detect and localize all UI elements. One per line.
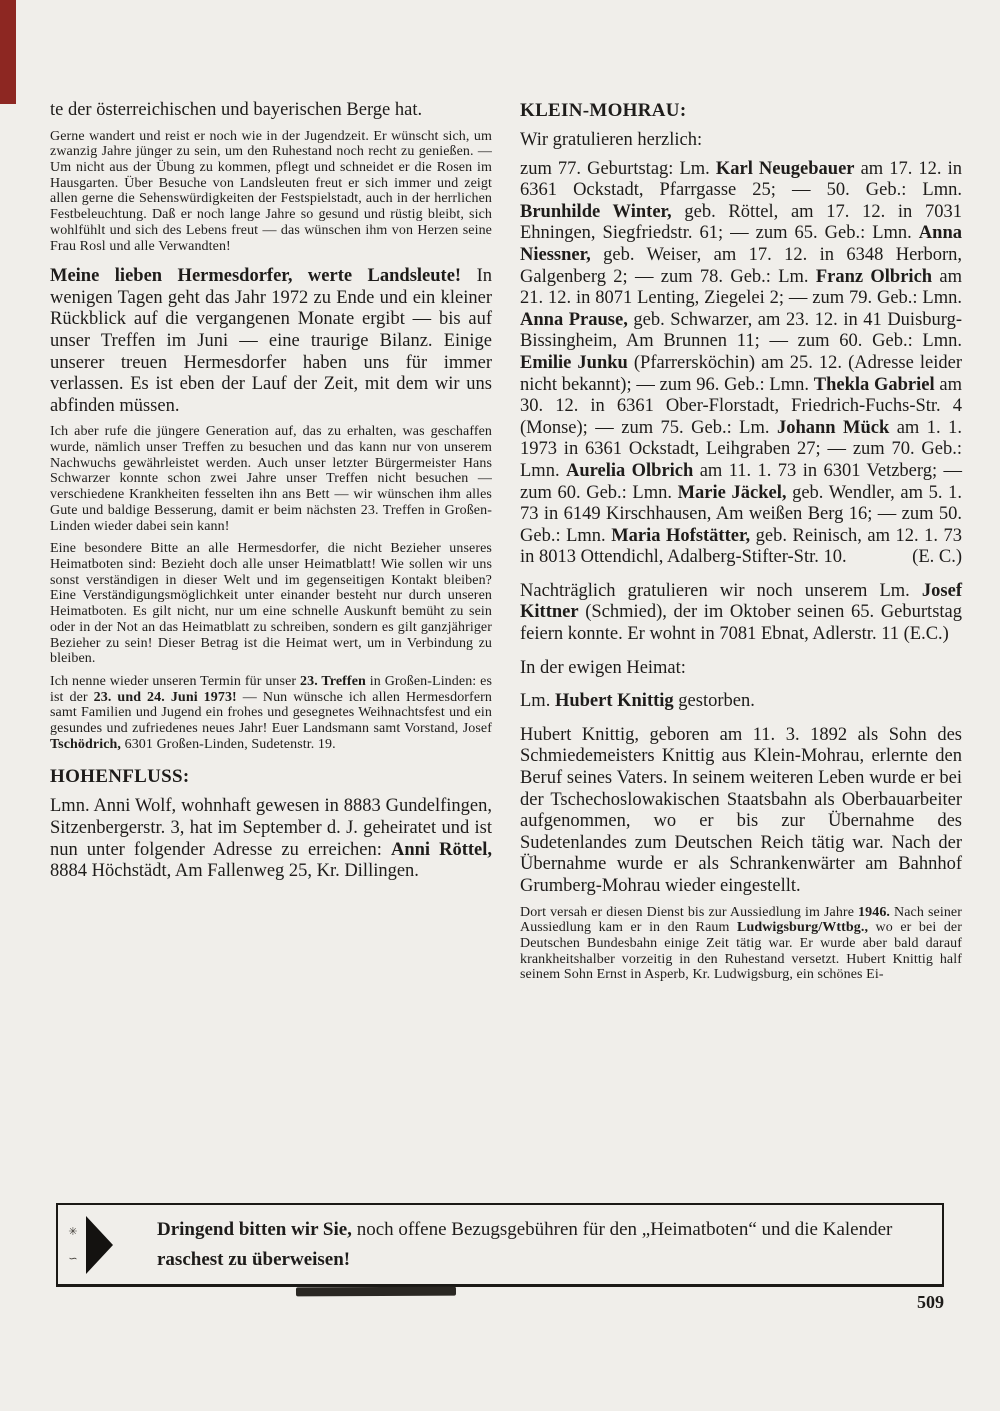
- section-heading-klein-mohrau: KLEIN-MOHRAU:: [520, 100, 687, 121]
- arrow-icon: [86, 1216, 113, 1274]
- paragraph-continuation: te der österreichischen und bayerischen Berge hat.: [50, 100, 423, 120]
- paragraph-treffen-termin: Ich nenne wieder unseren Termin für unser 23. Treffen in Großen-Linden: es ist der 23. und 24. Juni 1973! — Nun wünsche ich allen Hermesdorfern samt Familien und Jugend ein frohes und gesegnetes Weihnachtsfest und ein gesundes und zufriedenes neues Jahr! Euer Landsmann samt Vorstand, Josef Tschödrich, 6301 Großen-Linden, Sudetenstr. 19.: [50, 673, 492, 752]
- newsletter-body: [50, 100, 962, 990]
- paragraph-hermesdorfer-appeal: Meine lieben Hermesdorfer, werte Landsleute! In wenigen Tagen geht das Jahr 1972 zu Ende und ein kleiner Rückblick auf die vergangenen Monate ergibt — bis auf unser Treffen im Juni — eine traurige Bilanz. Einige unserer treuen Hermesdorfer haben uns für immer verlassen. Es ist eben der Lauf der Zeit, mit dem wir uns abfinden müssen.: [50, 266, 492, 416]
- right-column: [520, 100, 962, 990]
- page-number: 509: [917, 1292, 944, 1312]
- scan-edge-artifact: [0, 0, 16, 104]
- paragraph-hohenfluss: Lmn. Anni Wolf, wohnhaft gewesen in 8883 Gundelfingen, Sitzenbergerstr. 3, hat im September d. J. geheiratet und ist nun unter folgender Adresse zu erreichen: Anni Röttel, 8884 Höchstädt, Am Fallenweg 25, Kr. Dillingen.: [50, 796, 492, 882]
- line-ewige-heimat: In der ewigen Heimat:: [520, 657, 686, 678]
- scan-smudge-artifact: [296, 1287, 456, 1297]
- section-heading-hohenfluss: HOHENFLUSS:: [50, 766, 190, 788]
- print-mark-bottom-icon: ∽: [68, 1251, 78, 1265]
- left-column: [50, 100, 492, 990]
- paragraph-birthday-list: zum 77. Geburtstag: Lm. Karl Neugebauer am 17. 12. in 6361 Ockstadt, Pfarrgasse 25; — 50. Geb.: Lmn. Brunhilde Winter, geb. Röttel, am 17. 12. in 7031 Ehningen, Siegfriedstr. 61; — zum 65. Geb.: Lmn. Anna Niessner, geb. Weiser, am 17. 12. in 6348 Herborn, Galgenberg 2; — zum 78. Geb.: Lm. Franz Olbrich am 21. 12. in 8071 Lenting, Ziegelei 2; — zum 79. Geb.: Lmn. Anna Prause, geb. Schwarzer, am 23. 12. in 41 Duisburg-Bissingheim, Am Brunnen 11; — zum 60. Geb.: Lmn. Emilie Junku (Pfarrersköchin) am 25. 12. (Adresse leider nicht bekannt); — zum 96. Geb.: Lmn. Thekla Gabriel am 30. 12. in 6361 Ober-Florstadt, Friedrich-Fuchs-Str. 4 (Monse); — zum 75. Geb.: Lm. Johann Mück am 1. 1. 1973 in 6361 Ockstadt, Leihgraben 27; — zum 70. Geb.: Lmn. Aurelia Olbrich am 11. 1. 73 in 6301 Vetzberg; — zum 60. Geb.: Lmn. Marie Jäckel, geb. Wendler, am 5. 1. 73 in 6149 Kirschhausen, Am weißen Berg 16; — zum 50. Geb.: Lmn. Maria Hofstätter, geb. Reinisch, am 12. 1. 73 in 8013 Ottendichl, Adalberg-Stifter-Str. 10. (E. C.): [520, 158, 963, 568]
- paragraph-knittig-bio: Hubert Knittig, geboren am 11. 3. 1892 als Sohn des Schmiedemeisters Knittig aus Klein-Mohrau, erlernte den Beruf seines Vaters. In seinem weiteren Leben wurde er bei der Tschechoslowakischen Staatsbahn als Oberbauarbeiter aufgenommen, wo er bis zur Übernahme des Sudetenlandes zum Deutschen Reich tätig war. Nach der Übernahme wurde er als Schrankenwärter am Bahnhof Grumberg-Mohrau wieder eingestellt.: [520, 724, 962, 896]
- notice-text: Dringend bitten wir Sie, noch offene Bezugsgebühren für den „Heimatboten“ und die Kalender raschest zu überweisen!: [157, 1218, 893, 1270]
- paragraph-gratulation-intro: Wir gratulieren herzlich:: [520, 130, 703, 150]
- print-marks: [62, 1225, 84, 1265]
- payment-notice-box: [56, 1203, 944, 1287]
- paragraph-wandern: Gerne wandert und reist er noch wie in der Jugendzeit. Er wünscht sich, um zwanzig Jahre jünger zu sein, um den Ruhestand noch recht zu genießen. — Um nicht aus der Übung zu kommen, pflegt und schneidet er die Rosen im Hausgarten. Über Besuche von Landsleuten freut er sich immer und zeigt allen gerne die Sehenswürdigkeiten der Festspielstadt, auch in der herrlichen Festbeleuchtung. Daß er noch lange Jahre so gesund und rüstig bleibt, sich wohlfühlt und sich des Lebens freut — das wünschen ihm von Herzen seine Frau Rosl und alle Verwandten!: [50, 128, 492, 254]
- paragraph-generation-appeal: Ich aber rufe die jüngere Generation auf, das zu erhalten, was geschaffen wurde, nämlich unser Treffen zu besuchen und das kann nur von unserem Nachwuchs gewährleistet werden. Auch unser letzter Bürgermeister Hans Schwarzer konnte schon zwei Jahre unser Treffen nicht besuchen — verschiedene Krankheiten fesselten ihn ans Bett — wir wünschen ihm alles Gute und baldige Besserung, damit er beim nächsten 23. Treffen in Großen-Linden wieder dabei sein kann!: [50, 424, 492, 534]
- paragraph-subscription-request: Eine besondere Bitte an alle Hermesdorfer, die nicht Bezieher unseres Heimatboten sind: Bezieht doch alle unser Heimatblatt! Wie sollen wir uns sonst verständigen in dieser Welt und im gegenseitigen Kontakt bleiben? Eine Verständigungsmöglichkeit unter einander besteht nur durch unseren Heimatboten. Es gilt nicht, nur um eine schnelle Auskunft bemüht zu sein oder in der Not an das Heimatblatt zu schreiben, sondern es gilt ganzjähriger Bezieher zu sein! Dieser Betrag ist die Heimat wert, um in Verbindung zu bleiben.: [50, 541, 492, 667]
- line-knittig-gestorben: Lm. Hubert Knittig gestorben.: [520, 691, 755, 712]
- paragraph-knittig-detail: Dort versah er diesen Dienst bis zur Aussiedlung im Jahre 1946. Nach seiner Aussiedlung kam er in den Raum Ludwigsburg/Wttbg., wo er bei der Deutschen Bundesbahn einige Zeit tätig war. Er wurde aber bald darauf krankheitshalber vorzeitig in den Ruhestand versetzt. Hubert Knittig half seinem Sohn Ernst in Asperb, Kr. Ludwigsburg, ein schönes Ei-: [520, 904, 962, 983]
- print-mark-top-icon: ✳: [68, 1224, 78, 1238]
- paragraph-kittner: Nachträglich gratulieren wir noch unserem Lm. Josef Kittner (Schmied), der im Oktober seinen 65. Geburtstag feiern konnte. Er wohnt in 7081 Ebnat, Adlerstr. 11 (E.C.): [520, 580, 962, 645]
